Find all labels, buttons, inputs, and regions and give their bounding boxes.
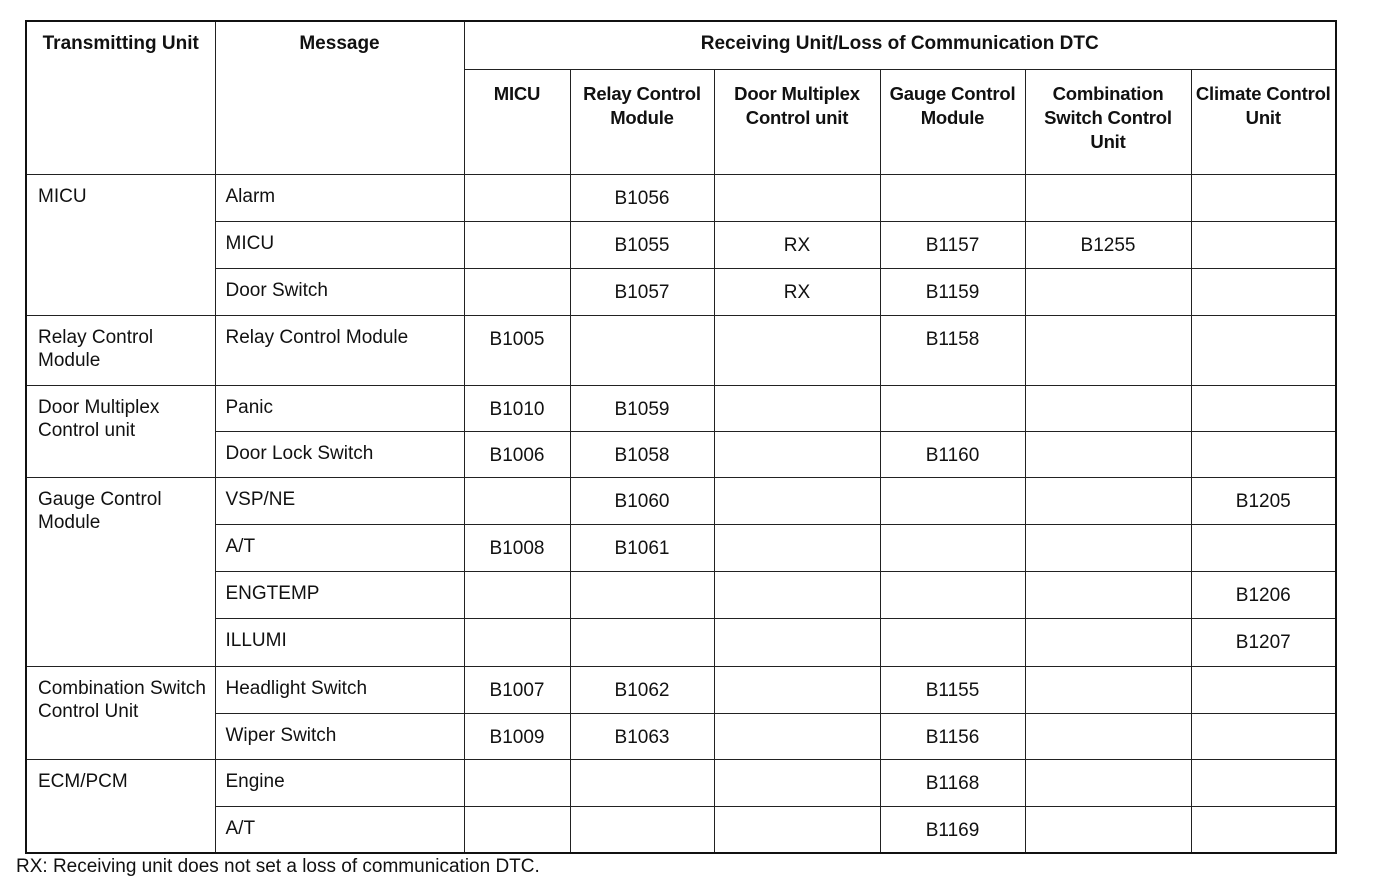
message-cell: ILLUMI [215, 618, 464, 666]
dtc-cell: B1062 [570, 666, 714, 713]
dtc-cell: B1158 [880, 315, 1025, 385]
message-cell: MICU [215, 221, 464, 268]
dtc-cell [714, 806, 880, 853]
dtc-cell [1025, 315, 1191, 385]
message-cell: Relay Control Module [215, 315, 464, 385]
transmitting-unit-cell: Gauge Control Module [26, 477, 215, 666]
transmitting-unit-cell: Combination Switch Control Unit [26, 666, 215, 759]
dtc-cell: B1060 [570, 477, 714, 524]
dtc-cell [1025, 385, 1191, 431]
message-cell: VSP/NE [215, 477, 464, 524]
table-row [26, 524, 1336, 571]
dtc-cell [1191, 221, 1336, 268]
dtc-cell [714, 385, 880, 431]
message-cell: Headlight Switch [215, 666, 464, 713]
header-receiver: Relay Control Module [570, 69, 714, 174]
header-receiver: MICU [464, 69, 570, 174]
message-cell: Alarm [215, 174, 464, 221]
dtc-table [25, 20, 1337, 854]
dtc-cell: B1061 [570, 524, 714, 571]
dtc-cell [714, 618, 880, 666]
dtc-cell [1191, 713, 1336, 759]
table-row [26, 759, 1336, 806]
message-cell: A/T [215, 806, 464, 853]
message-cell: ENGTEMP [215, 571, 464, 618]
table-row [26, 806, 1336, 853]
dtc-cell: B1056 [570, 174, 714, 221]
dtc-cell: B1007 [464, 666, 570, 713]
table-body [26, 174, 1336, 853]
dtc-cell [714, 477, 880, 524]
dtc-cell [464, 174, 570, 221]
table-row [26, 713, 1336, 759]
dtc-cell: B1160 [880, 431, 1025, 477]
header-receiver: Gauge Control Module [880, 69, 1025, 174]
dtc-cell: B1063 [570, 713, 714, 759]
dtc-cell [880, 385, 1025, 431]
dtc-cell [464, 759, 570, 806]
dtc-cell [714, 571, 880, 618]
dtc-cell [464, 221, 570, 268]
dtc-cell [880, 524, 1025, 571]
dtc-cell: B1157 [880, 221, 1025, 268]
dtc-cell [464, 571, 570, 618]
dtc-cell [1191, 315, 1336, 385]
dtc-cell: B1009 [464, 713, 570, 759]
dtc-cell [714, 315, 880, 385]
dtc-cell [464, 806, 570, 853]
table-row [26, 477, 1336, 524]
header-message: Message [215, 21, 464, 174]
dtc-cell [714, 524, 880, 571]
dtc-cell [1025, 666, 1191, 713]
message-cell: Wiper Switch [215, 713, 464, 759]
transmitting-unit-cell: ECM/PCM [26, 759, 215, 853]
table-row [26, 221, 1336, 268]
dtc-cell [1191, 431, 1336, 477]
dtc-cell [464, 618, 570, 666]
dtc-cell: B1205 [1191, 477, 1336, 524]
dtc-cell: B1058 [570, 431, 714, 477]
dtc-cell [1025, 174, 1191, 221]
dtc-cell [1191, 806, 1336, 853]
dtc-cell: B1255 [1025, 221, 1191, 268]
dtc-cell [714, 431, 880, 477]
dtc-cell [1191, 385, 1336, 431]
dtc-cell: B1006 [464, 431, 570, 477]
dtc-cell [880, 618, 1025, 666]
dtc-cell [1025, 713, 1191, 759]
dtc-cell [1025, 477, 1191, 524]
table-row [26, 385, 1336, 431]
dtc-cell [880, 174, 1025, 221]
table-row [26, 174, 1336, 221]
dtc-cell: B1008 [464, 524, 570, 571]
header-receiver: Door Multiplex Control unit [714, 69, 880, 174]
dtc-cell: B1169 [880, 806, 1025, 853]
dtc-cell: B1168 [880, 759, 1025, 806]
message-cell: Engine [215, 759, 464, 806]
message-cell: A/T [215, 524, 464, 571]
dtc-cell [1191, 524, 1336, 571]
dtc-cell [1025, 524, 1191, 571]
dtc-cell [570, 571, 714, 618]
dtc-cell [1025, 571, 1191, 618]
header-receiver: Climate Control Unit [1191, 69, 1336, 174]
dtc-cell [714, 713, 880, 759]
dtc-cell [714, 174, 880, 221]
dtc-cell [570, 759, 714, 806]
dtc-cell [880, 571, 1025, 618]
dtc-cell: B1206 [1191, 571, 1336, 618]
dtc-cell [1191, 759, 1336, 806]
header-receiver: Combination Switch Control Unit [1025, 69, 1191, 174]
message-cell: Door Lock Switch [215, 431, 464, 477]
dtc-cell [1025, 806, 1191, 853]
transmitting-unit-cell: MICU [26, 174, 215, 315]
dtc-cell: B1156 [880, 713, 1025, 759]
transmitting-unit-cell: Door Multiplex Control unit [26, 385, 215, 477]
dtc-cell: B1207 [1191, 618, 1336, 666]
footnote: RX: Receiving unit does not set a loss of communication DTC. [16, 856, 540, 877]
dtc-cell [1025, 268, 1191, 315]
dtc-cell [1025, 431, 1191, 477]
table-row [26, 315, 1336, 385]
dtc-cell [1191, 174, 1336, 221]
dtc-cell [880, 477, 1025, 524]
dtc-cell: RX [714, 268, 880, 315]
table-row [26, 571, 1336, 618]
dtc-cell [1191, 666, 1336, 713]
dtc-cell: B1055 [570, 221, 714, 268]
dtc-cell [714, 666, 880, 713]
header-receiving-group: Receiving Unit/Loss of Communication DTC [464, 21, 1336, 69]
table-row [26, 431, 1336, 477]
dtc-cell [464, 268, 570, 315]
dtc-cell [1025, 618, 1191, 666]
table-row [26, 268, 1336, 315]
dtc-cell: B1005 [464, 315, 570, 385]
dtc-cell: B1059 [570, 385, 714, 431]
message-cell: Door Switch [215, 268, 464, 315]
dtc-cell [1191, 268, 1336, 315]
table-row [26, 666, 1336, 713]
message-cell: Panic [215, 385, 464, 431]
dtc-cell [570, 806, 714, 853]
dtc-cell [570, 618, 714, 666]
dtc-cell [714, 759, 880, 806]
dtc-cell: B1155 [880, 666, 1025, 713]
dtc-cell [570, 315, 714, 385]
table-row [26, 618, 1336, 666]
dtc-cell [464, 477, 570, 524]
dtc-cell [1025, 759, 1191, 806]
dtc-cell: RX [714, 221, 880, 268]
dtc-cell: B1159 [880, 268, 1025, 315]
header-transmitting-unit: Transmitting Unit [26, 21, 215, 174]
transmitting-unit-cell: Relay Control Module [26, 315, 215, 385]
dtc-cell: B1057 [570, 268, 714, 315]
dtc-cell: B1010 [464, 385, 570, 431]
